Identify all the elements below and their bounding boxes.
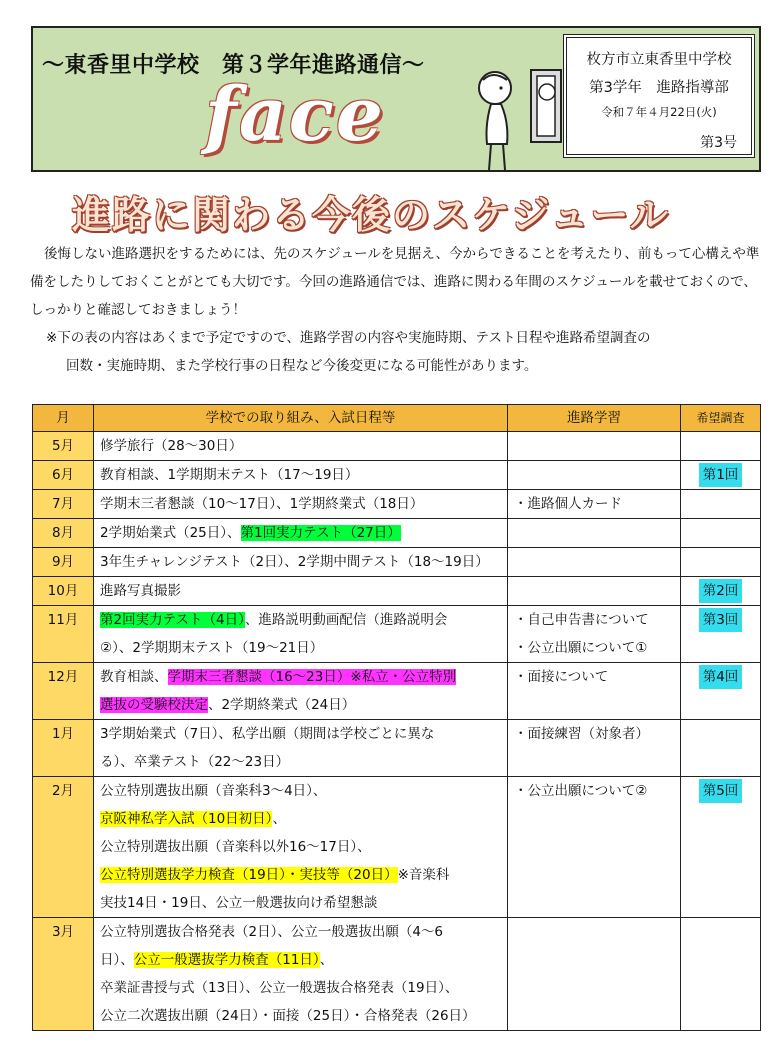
activity-line	[100, 720, 501, 748]
survey-badge: 第1回	[699, 463, 743, 487]
activity-text: 教育相談、1学期期末テスト（17～19日）	[100, 467, 359, 483]
table-row	[33, 432, 761, 461]
activities-cell	[94, 461, 508, 490]
activity-line	[100, 519, 501, 547]
month-cell: 2月	[33, 777, 94, 918]
activity-text: 教育相談、	[100, 669, 168, 685]
survey-cell	[681, 519, 761, 548]
activity-line	[100, 663, 501, 691]
activity-line	[100, 889, 501, 917]
career-study-cell	[508, 432, 681, 461]
activity-text: 3学期始業式（7日）、私学出願（期間は学校ごとに異な	[100, 726, 435, 742]
activity-text: 実技14日・19日、公立一般選抜向け希望懇談	[100, 895, 378, 911]
career-study-cell	[508, 577, 681, 606]
career-study-cell	[508, 606, 681, 663]
table-row	[33, 777, 761, 918]
table-row	[33, 918, 761, 1031]
student-mirror-illustration	[465, 66, 565, 172]
activity-line	[100, 1002, 501, 1030]
activity-line	[100, 691, 501, 719]
activity-text: ※音楽科	[397, 867, 450, 883]
study-item: ・自己申告書について	[514, 612, 649, 628]
study-item: ・面接について	[514, 669, 609, 685]
activities-cell	[94, 548, 508, 577]
activity-text: 、	[319, 952, 334, 968]
activity-text: 公立特別選抜出願（音楽科3～4日）、	[100, 783, 327, 799]
highlighted-text: 第2回実力テスト（4日）	[100, 612, 245, 628]
survey-badge: 第2回	[699, 579, 743, 603]
survey-cell	[681, 663, 761, 720]
school-info-box	[563, 34, 755, 158]
activity-text: 、進路説明動画配信（進路説明会	[244, 612, 448, 628]
study-item: ・公立出願について①	[514, 640, 648, 656]
month-cell: 1月	[33, 720, 94, 777]
highlighted-text: 公立特別選抜学力検査（19日）・実技等（20日）	[100, 867, 398, 883]
month-cell: 10月	[33, 577, 94, 606]
table-row	[33, 577, 761, 606]
activity-text: 、2学期終業式（24日）	[208, 697, 356, 713]
newsletter-title: ～東香里中学校 第３学年進路通信～	[42, 53, 425, 78]
note-line-1: ※下の表の内容はあくまで予定ですので、進路学習の内容や実施時期、テスト日程や進路希望調査の	[46, 330, 651, 346]
activity-line	[100, 918, 501, 946]
activity-line	[100, 748, 501, 776]
header-career-study: 進路学習	[508, 405, 681, 432]
career-study-cell	[508, 519, 681, 548]
table-row	[33, 663, 761, 720]
survey-cell	[681, 606, 761, 663]
month-cell: 3月	[33, 918, 94, 1031]
activity-line	[100, 946, 501, 974]
study-item: ・面接練習（対象者）	[514, 726, 649, 742]
face-logo: face	[205, 72, 385, 158]
activity-text: 2学期始業式（25日）、	[100, 525, 241, 541]
survey-cell	[681, 432, 761, 461]
schedule-body	[33, 432, 761, 1031]
month-cell: 9月	[33, 548, 94, 577]
career-study-cell	[508, 777, 681, 918]
career-study-cell	[508, 490, 681, 519]
survey-cell	[681, 577, 761, 606]
issue-date: 令和７年４月22日(火)	[601, 105, 717, 119]
activity-text: 公立特別選抜合格発表（2日）、公立一般選抜出願（4～6	[100, 924, 444, 940]
activity-line	[100, 548, 501, 576]
survey-cell	[681, 777, 761, 918]
career-study-cell	[508, 918, 681, 1031]
table-row	[33, 461, 761, 490]
study-item: ・公立出願について②	[514, 783, 648, 799]
activities-cell	[94, 490, 508, 519]
highlighted-text: 選抜の受験校決定	[100, 697, 208, 713]
activities-cell	[94, 720, 508, 777]
career-study-cell	[508, 461, 681, 490]
activity-line	[100, 833, 501, 861]
highlighted-text: 京阪神私学入試（10日初日）	[100, 811, 273, 827]
activity-text: 修学旅行（28～30日）	[100, 438, 243, 454]
intro-paragraph: 後悔しない進路選択をするためには、先のスケジュールを見据え、今からできることを考えたり、前もって心構えや準備をしたりしておくことがとても大切です。今回の進路通信では、進路に関わる年間のスケジュールを載せておくので、しっかりと確認しておきましょう！	[30, 246, 760, 318]
activity-line	[100, 606, 501, 634]
intro-text	[30, 240, 760, 324]
activities-cell	[94, 918, 508, 1031]
survey-badge: 第4回	[699, 665, 743, 689]
highlighted-text: 公立一般選抜学力検査（11日）	[133, 952, 320, 968]
study-item: ・進路個人カード	[514, 496, 622, 512]
month-cell: 8月	[33, 519, 94, 548]
activities-cell	[94, 777, 508, 918]
header-survey: 希望調査	[681, 405, 761, 432]
activity-text: 卒業証書授与式（13日）、公立一般選抜合格発表（19日）、	[100, 980, 459, 996]
activity-line	[100, 490, 501, 518]
survey-cell	[681, 461, 761, 490]
activities-cell	[94, 432, 508, 461]
activities-cell	[94, 519, 508, 548]
activity-text: 日）、	[100, 952, 134, 968]
note-line-2: 回数・実施時期、また学校行事の日程など今後変更になる可能性があります。	[66, 358, 538, 374]
survey-cell	[681, 548, 761, 577]
career-study-cell	[508, 663, 681, 720]
activity-line	[100, 777, 501, 805]
month-cell: 5月	[33, 432, 94, 461]
activity-line	[100, 861, 501, 889]
survey-cell	[681, 490, 761, 519]
month-cell: 12月	[33, 663, 94, 720]
table-row	[33, 548, 761, 577]
month-cell: 6月	[33, 461, 94, 490]
survey-badge: 第3回	[699, 608, 743, 632]
activity-text: 公立特別選抜出願（音楽科以外16～17日）、	[100, 839, 371, 855]
activity-text: る）、卒業テスト（22～23日）	[100, 754, 290, 770]
schedule-note	[46, 324, 746, 380]
activity-line	[100, 432, 501, 460]
activity-line	[100, 577, 501, 605]
activity-text: 、	[272, 811, 286, 827]
activity-text: 3年生チャレンジテスト（2日）、2学期中間テスト（18～19日）	[100, 554, 489, 570]
activity-line	[100, 974, 501, 1002]
month-cell: 11月	[33, 606, 94, 663]
department: 第3学年 進路指導部	[589, 80, 729, 96]
header-activities: 学校での取り組み、入試日程等	[94, 405, 508, 432]
activity-line	[100, 634, 501, 662]
table-row	[33, 519, 761, 548]
table-row	[33, 720, 761, 777]
survey-cell	[681, 918, 761, 1031]
activities-cell	[94, 663, 508, 720]
highlighted-text: 学期末三者懇談（16～23日）※私立・公立特別	[167, 669, 457, 685]
header-month: 月	[33, 405, 94, 432]
survey-cell	[681, 720, 761, 777]
career-study-cell	[508, 720, 681, 777]
table-row	[33, 606, 761, 663]
table-row	[33, 490, 761, 519]
activity-text: 公立二次選抜出願（24日）・面接（25日）・合格発表（26日）	[100, 1008, 476, 1024]
activities-cell	[94, 606, 508, 663]
activity-text: 進路写真撮影	[100, 583, 181, 599]
activity-text: ②）、2学期期末テスト（19～21日）	[100, 640, 324, 656]
survey-badge: 第5回	[699, 779, 743, 803]
issue-number: 第3号	[700, 135, 737, 151]
school-name: 枚方市立東香里中学校	[586, 52, 732, 68]
activity-line	[100, 461, 501, 489]
table-header-row	[33, 405, 761, 432]
activity-line	[100, 805, 501, 833]
highlighted-text: 第1回実力テスト（27日）	[240, 525, 401, 541]
section-heading: 進路に関わる今後のスケジュール	[72, 193, 670, 237]
schedule-table	[32, 404, 761, 1031]
career-study-cell	[508, 548, 681, 577]
month-cell: 7月	[33, 490, 94, 519]
activity-text: 学期末三者懇談（10～17日）、1学期終業式（18日）	[100, 496, 424, 512]
activities-cell	[94, 577, 508, 606]
